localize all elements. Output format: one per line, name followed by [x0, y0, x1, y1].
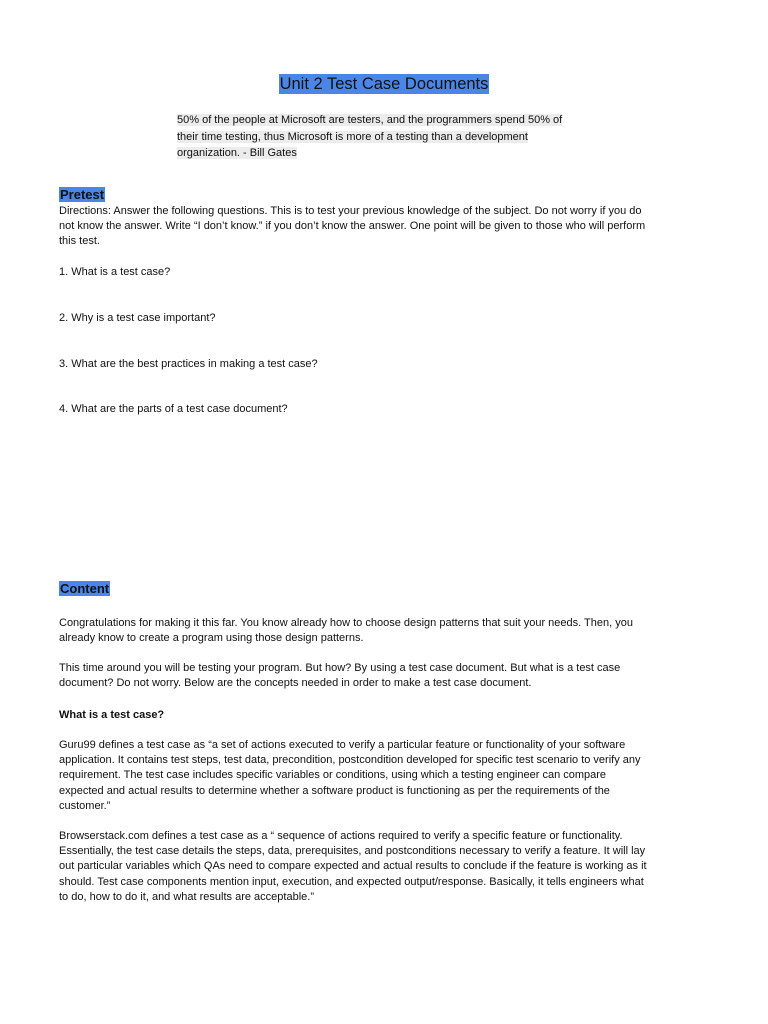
pretest-question-2: 2. Why is a test case important?: [59, 312, 216, 324]
guru99-definition-paragraph: Guru99 defines a test case as “a set of actions executed to verify a particular feature or functionality of your software application. It contains test steps, test data, precondition, postcondition developed for specific test scenario to verify any requirement. The test case includes specific variables or conditions, using which a testing engineer can compare expected and actual results to determine whether a software product is functioning as per the requirements of the customer.”: [59, 739, 641, 812]
content-paragraph-2: This time around you will be testing your program. But how? By using a test case document. But what is a test case document? Do not worry. Below are the concepts needed in order to make a test case document.: [59, 662, 621, 690]
title-container: [0, 74, 768, 94]
pretest-question-4: 4. What are the parts of a test case document?: [59, 403, 288, 415]
pretest-question-3: 3. What are the best practices in making a test case?: [59, 358, 318, 370]
epigraph-quote: [177, 112, 597, 162]
quote-line-2: their time testing, thus Microsoft is more of a testing than a development: [177, 130, 528, 143]
what-is-test-case-subheading: What is a test case?: [59, 709, 165, 721]
pretest-heading: [59, 186, 105, 203]
pretest-directions: Directions: Answer the following questions. This is to test your previous knowledge of the subject. Do not worry if you do not know the answer. Write “I don’t know.” if you don’t know the answer. One point will be given to those who will perform this test.: [59, 205, 646, 248]
browserstack-definition-paragraph: Browserstack.com defines a test case as a “ sequence of actions required to verify a specific feature or functionality. Essentially, the test case details the steps, data, prerequisites, and postconditions necessary to verify a feature. It will lay out particular variables which QAs need to compare expected and actual results to conclude if the feature is working as it should. Test case components mention input, execution, and expected output/response. Basically, it tells engineers what to do, how to do it, and what results are acceptable.”: [59, 830, 647, 903]
content-paragraph-1: Congratulations for making it this far. You know already how to choose design patterns that suit your needs. Then, you already know to create a program using those design patterns.: [59, 617, 633, 645]
content-heading-text: Content: [60, 581, 110, 596]
content-heading: [59, 580, 110, 597]
pretest-heading-text: Pretest: [60, 187, 105, 202]
quote-line-1: 50% of the people at Microsoft are testers, and the programmers spend 50% of: [177, 114, 563, 126]
pretest-question-1: 1. What is a test case?: [59, 266, 171, 278]
document-title: Unit 2 Test Case Documents: [279, 75, 489, 93]
quote-line-3: organization. - Bill Gates: [177, 147, 297, 159]
